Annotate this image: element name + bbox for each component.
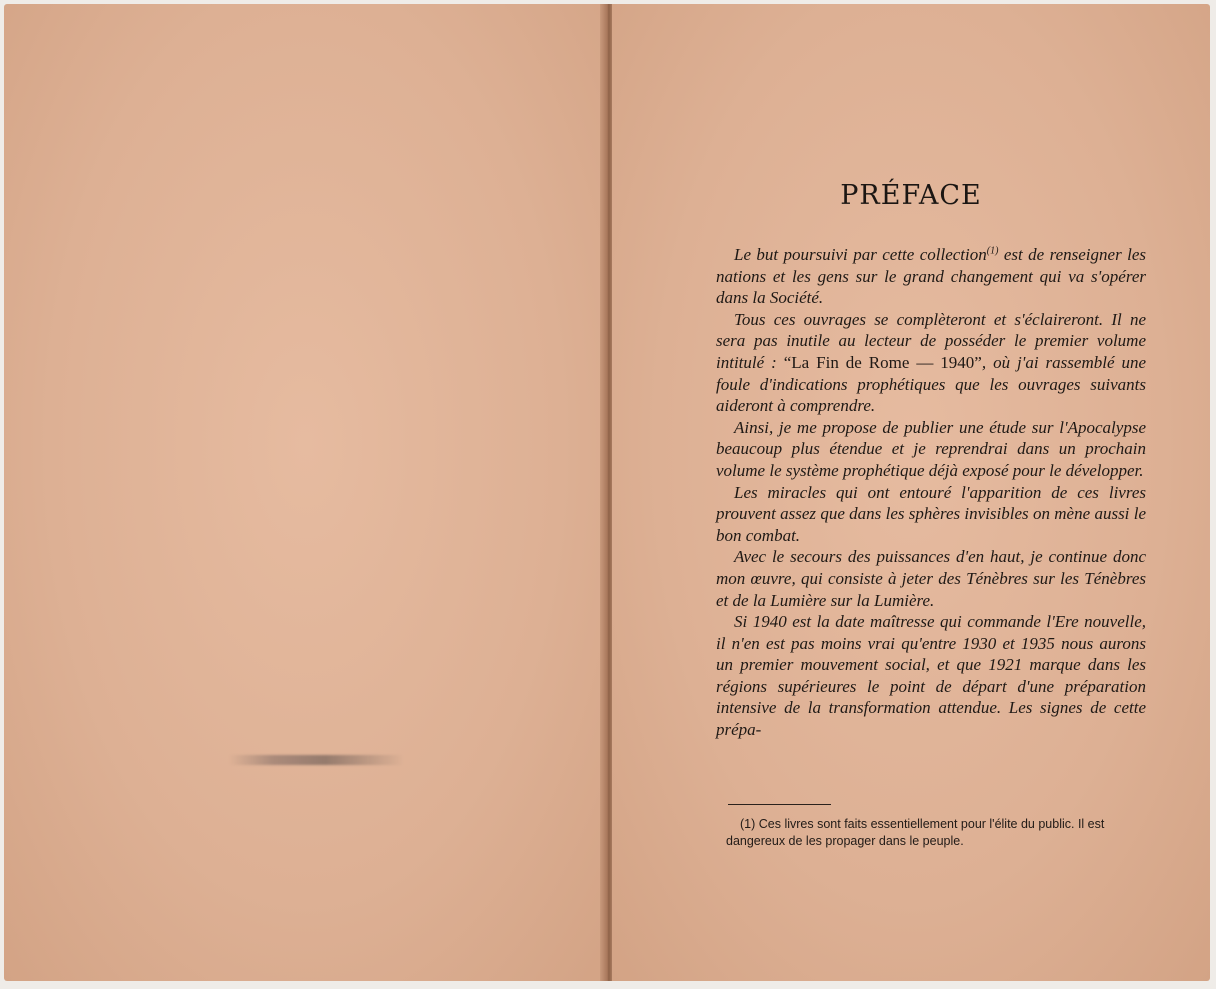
footnote-divider xyxy=(728,804,831,805)
paragraph: Si 1940 est la date maîtresse qui commande l'Ere nouvelle, il n'en est pas moins vrai qu'entre 1930 et 1935 nous aurons un premier mouvement social, et que 1921 marque dans les régions supérieures le point de départ d'une préparation intensive de la transformation attendue. Les signes de cette prépa- xyxy=(716,612,1146,740)
footnote-reference[interactable]: (1) xyxy=(986,245,999,257)
paragraph-text: Tous ces ouvrages se complèteront et s'éclaireront. Il ne sera pas inutile au lecteur de posséder le premier volume intitulé : xyxy=(716,309,1146,372)
paragraph-text: est de renseigner les nations et les gens sur le grand changement qui va s'opérer dans la Société. xyxy=(716,245,1146,308)
paragraph: Avec le secours des puissances d'en haut, je continue donc mon œuvre, qui consiste à jeter des Ténèbres sur les Ténèbres et de la Lumière sur la Lumière. xyxy=(716,547,1146,610)
quoted-title: “La Fin de Rome — 1940” xyxy=(783,352,982,372)
footnote: (1) Ces livres sont faits essentiellement pour l'élite du public. Il est dangereux de les propager dans le peuple. xyxy=(726,817,1105,848)
paragraph: Les miracles qui ont entouré l'apparition de ces livres prouvent assez que dans les sphères invisibles on mène aussi le bon combat. xyxy=(716,482,1146,545)
page-title: PRÉFACE xyxy=(840,180,982,211)
paragraph: Ainsi, je me propose de publier une étude sur l'Apocalypse beaucoup plus étendue et je reprendrai dans un prochain volume le système prophétique déjà exposé pour le développer. xyxy=(716,417,1146,480)
ink-smudge xyxy=(229,755,404,765)
preface-body xyxy=(716,244,1146,741)
paragraph xyxy=(716,244,1146,309)
paragraph xyxy=(716,309,1146,417)
paragraph-text: Le but poursuivi par cette collection xyxy=(734,245,987,264)
left-page-blank xyxy=(4,4,607,981)
paragraph-text: , où j'ai rassemblé une foule d'indications prophétiques que les ouvrages suivants aideront à comprendre. xyxy=(716,352,1146,416)
